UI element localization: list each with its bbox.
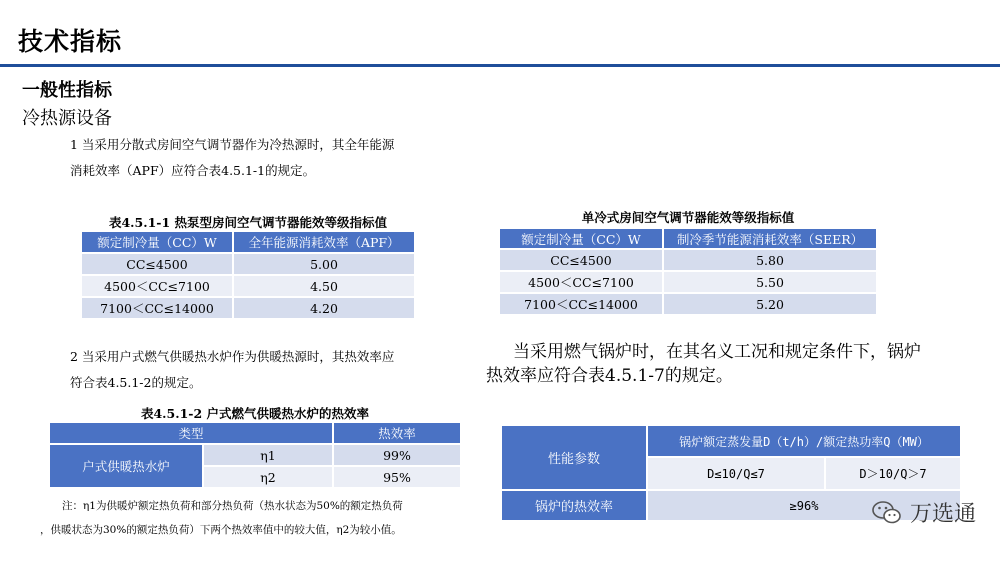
table3: [48, 421, 462, 489]
wechat-icon: [872, 500, 902, 526]
table2-cell: 5.50: [663, 271, 877, 293]
table1-cell: CC≤4500: [81, 253, 233, 275]
table4-header: 锅炉额定蒸发量D（t/h）/额定热功率Q（MW）: [647, 425, 961, 457]
table3-eta-label: η1: [203, 444, 333, 466]
table4-sub-2: D＞10/Q＞7: [825, 457, 961, 490]
paragraph-1: [70, 132, 394, 184]
paragraph-2: [70, 344, 394, 396]
table2-header-1: 制冷季节能源消耗效率（SEER）: [663, 228, 877, 249]
title-divider: [0, 64, 1000, 67]
table3-eta-label: η2: [203, 466, 333, 488]
table3-cell: 95%: [333, 466, 461, 488]
table1-cell: 5.00: [233, 253, 415, 275]
table2-cell: 5.20: [663, 293, 877, 315]
page-title: 技术指标: [18, 27, 123, 56]
table1-header-1: 全年能源消耗效率（APF）: [233, 231, 415, 253]
table3-cell: 99%: [333, 444, 461, 466]
table1-cell: 4.50: [233, 275, 415, 297]
table3-header-0: 类型: [49, 422, 333, 444]
table2-cell: 5.80: [663, 249, 877, 271]
boiler-paragraph-line1: 当采用燃气锅炉时，在其名义工况和规定条件下，锅炉: [513, 342, 921, 362]
paragraph-1-line2: 消耗效率（APF）应符合表4.5.1-1的规定。: [70, 163, 316, 178]
section-heading: 一般性指标: [22, 80, 112, 101]
table1: [80, 230, 416, 320]
table1-header-0: 额定制冷量（CC）W: [81, 231, 233, 253]
table3-caption: 表4.5.1-2 户式燃气供暖热水炉的热效率: [140, 406, 370, 421]
watermark-text: 万选通: [909, 502, 976, 527]
subsection-heading: 冷热源设备: [22, 108, 112, 129]
paragraph-2-line2: 符合表4.5.1-2的规定。: [70, 375, 202, 390]
table1-cell: 4.20: [233, 297, 415, 319]
table3-header-1: 热效率: [333, 422, 461, 444]
table1-cell: 4500＜CC≤7100: [81, 275, 233, 297]
table2-caption: 单冷式房间空气调节器能效等级指标值: [581, 210, 795, 225]
table1-cell: 7100＜CC≤14000: [81, 297, 233, 319]
table2-header-0: 额定制冷量（CC）W: [499, 228, 663, 249]
paragraph-2-line1: 2 当采用户式燃气供暖热水炉作为供暖热源时，其热效率应: [70, 349, 395, 364]
table4-row-value: ≥96%: [647, 490, 961, 521]
table-note-line2: ，供暖状态为30%的额定热负荷）下两个热效率值中的较大值，η2为较小值。: [40, 524, 402, 536]
table2-cell: 7100＜CC≤14000: [499, 293, 663, 315]
boiler-paragraph-line2: 热效率应符合表4.5.1-7的规定。: [486, 366, 733, 386]
table4-param-cell: 性能参数: [501, 425, 647, 490]
table1-caption: 表4.5.1-1 热泵型房间空气调节器能效等级指标值: [108, 215, 388, 230]
table4-sub-1: D≤10/Q≤7: [647, 457, 825, 490]
table-note-line1: 注：η1为供暖炉额定热负荷和部分热负荷（热水状态为50%的额定热负荷: [62, 500, 403, 512]
table-note: [40, 494, 403, 542]
table2: [498, 227, 878, 316]
paragraph-1-line1: 1 当采用分散式房间空气调节器作为冷热源时，其全年能源: [70, 137, 395, 152]
table2-cell: CC≤4500: [499, 249, 663, 271]
table2-cell: 4500＜CC≤7100: [499, 271, 663, 293]
table4-row-label: 锅炉的热效率: [501, 490, 647, 521]
table3-type-cell: 户式供暖热水炉: [49, 444, 203, 488]
boiler-paragraph: [486, 340, 921, 388]
watermark: [872, 497, 976, 528]
